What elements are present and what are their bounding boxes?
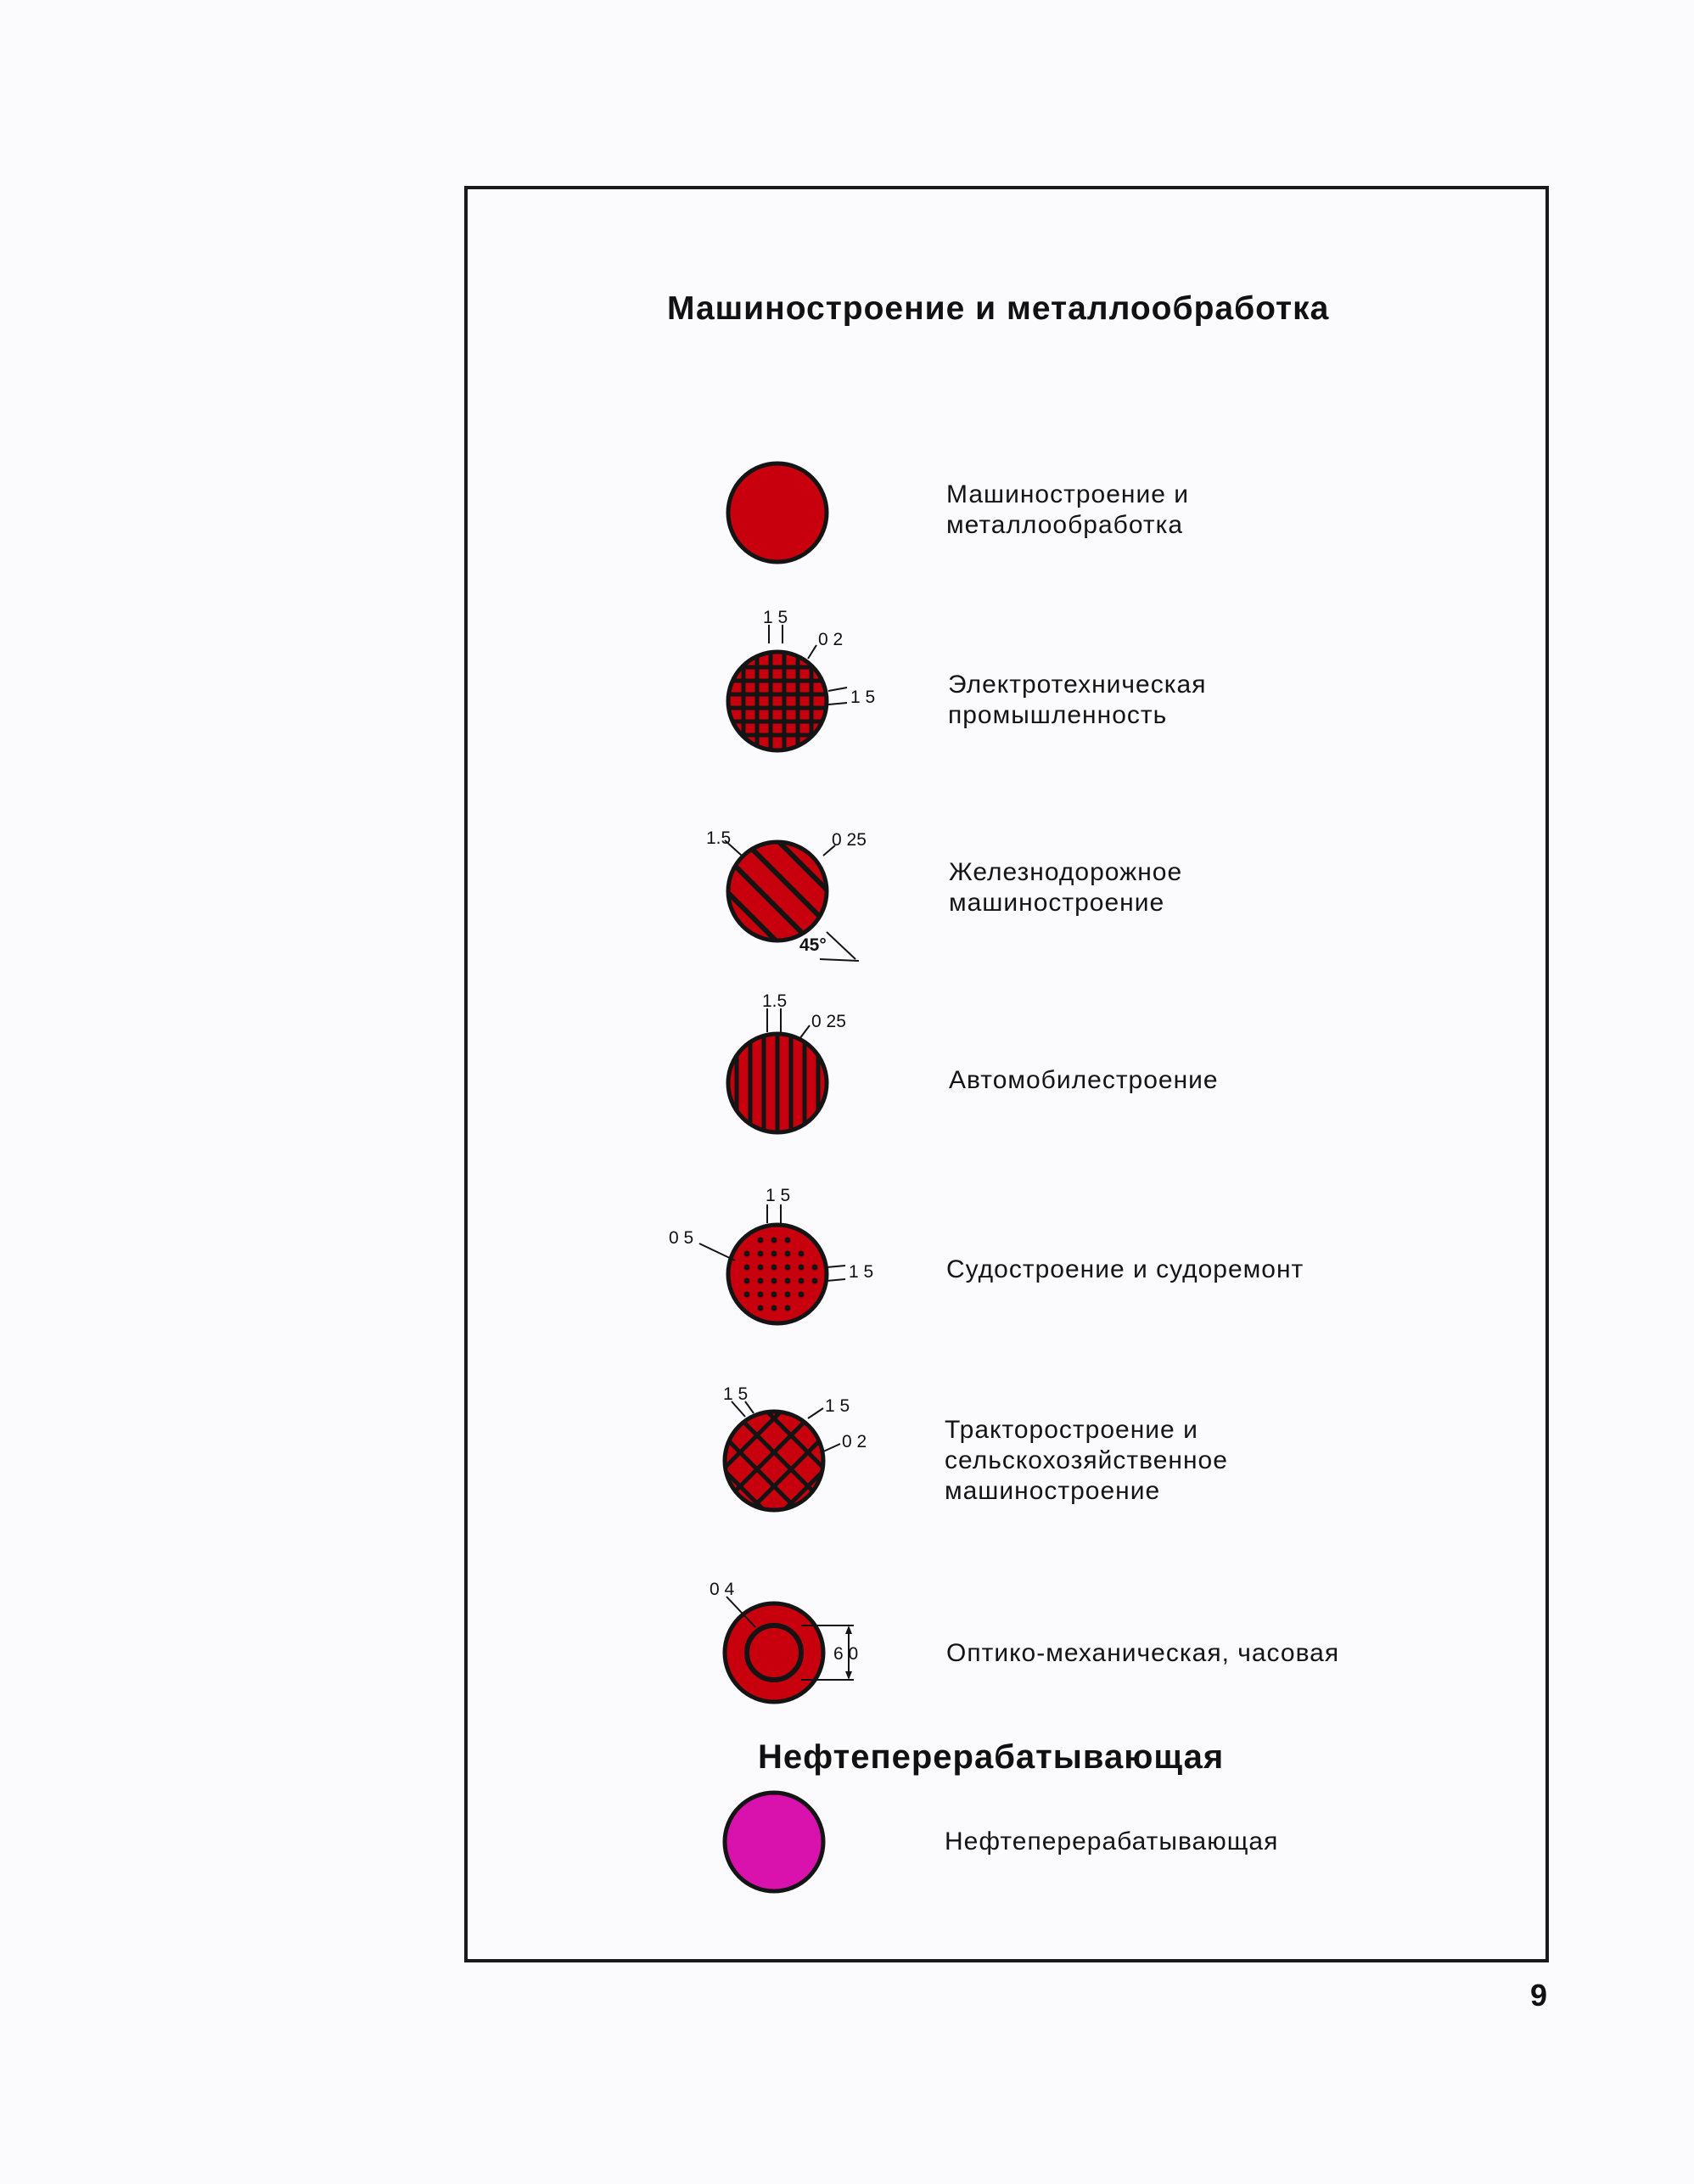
symbol-shipbuilding	[667, 1176, 888, 1328]
svg-text:45°: 45°	[799, 935, 827, 955]
svg-text:0 25: 0 25	[832, 830, 867, 850]
label-machine-building: Машиностроение и металлообработка	[946, 480, 1189, 539]
svg-text:1 5: 1 5	[825, 1396, 850, 1416]
symbol-oil-refining	[718, 1788, 837, 1906]
page-title: Машиностроение и металлообработка	[667, 290, 1330, 327]
symbol-automotive	[718, 985, 888, 1137]
svg-text:1.5: 1.5	[706, 828, 732, 848]
svg-text:1.5: 1.5	[762, 991, 788, 1011]
svg-text:1 5: 1 5	[766, 1186, 791, 1205]
label-tractor-engineering: Тракторостроение и сельскохозяйственное машиностроение	[945, 1416, 1228, 1505]
svg-text:6 0: 6 0	[833, 1644, 859, 1664]
svg-text:1 5: 1 5	[723, 1384, 749, 1404]
svg-text:0 4: 0 4	[710, 1580, 735, 1599]
symbol-tractor-engineering	[701, 1379, 888, 1524]
svg-text:0 2: 0 2	[842, 1432, 867, 1451]
symbol-optical-watch	[701, 1575, 888, 1719]
symbol-electrical-industry	[718, 603, 888, 764]
symbol-machine-building	[718, 458, 837, 577]
label-shipbuilding: Судостроение и судоремонт	[946, 1255, 1304, 1283]
label-railway-engineering: Железнодорожное машиностроение	[949, 858, 1183, 917]
symbol-railway-engineering	[701, 823, 871, 968]
svg-text:1 5: 1 5	[763, 608, 788, 627]
label-optical-watch: Оптико-механическая, часовая	[946, 1639, 1340, 1667]
section-title-oil-refining: Нефтеперерабатывающая	[758, 1738, 1225, 1776]
page-number: 9	[1530, 1978, 1548, 2013]
label-automotive: Автомобилестроение	[949, 1066, 1219, 1094]
svg-text:1 5: 1 5	[850, 688, 876, 707]
svg-text:1 5: 1 5	[849, 1262, 874, 1282]
label-electrical-industry: Электротехническая промышленность	[948, 671, 1207, 729]
svg-text:0 5: 0 5	[669, 1228, 694, 1248]
svg-text:0 25: 0 25	[811, 1012, 846, 1031]
label-oil-refining: Нефтеперерабатывающая	[945, 1827, 1279, 1856]
svg-text:0 2: 0 2	[818, 630, 844, 649]
